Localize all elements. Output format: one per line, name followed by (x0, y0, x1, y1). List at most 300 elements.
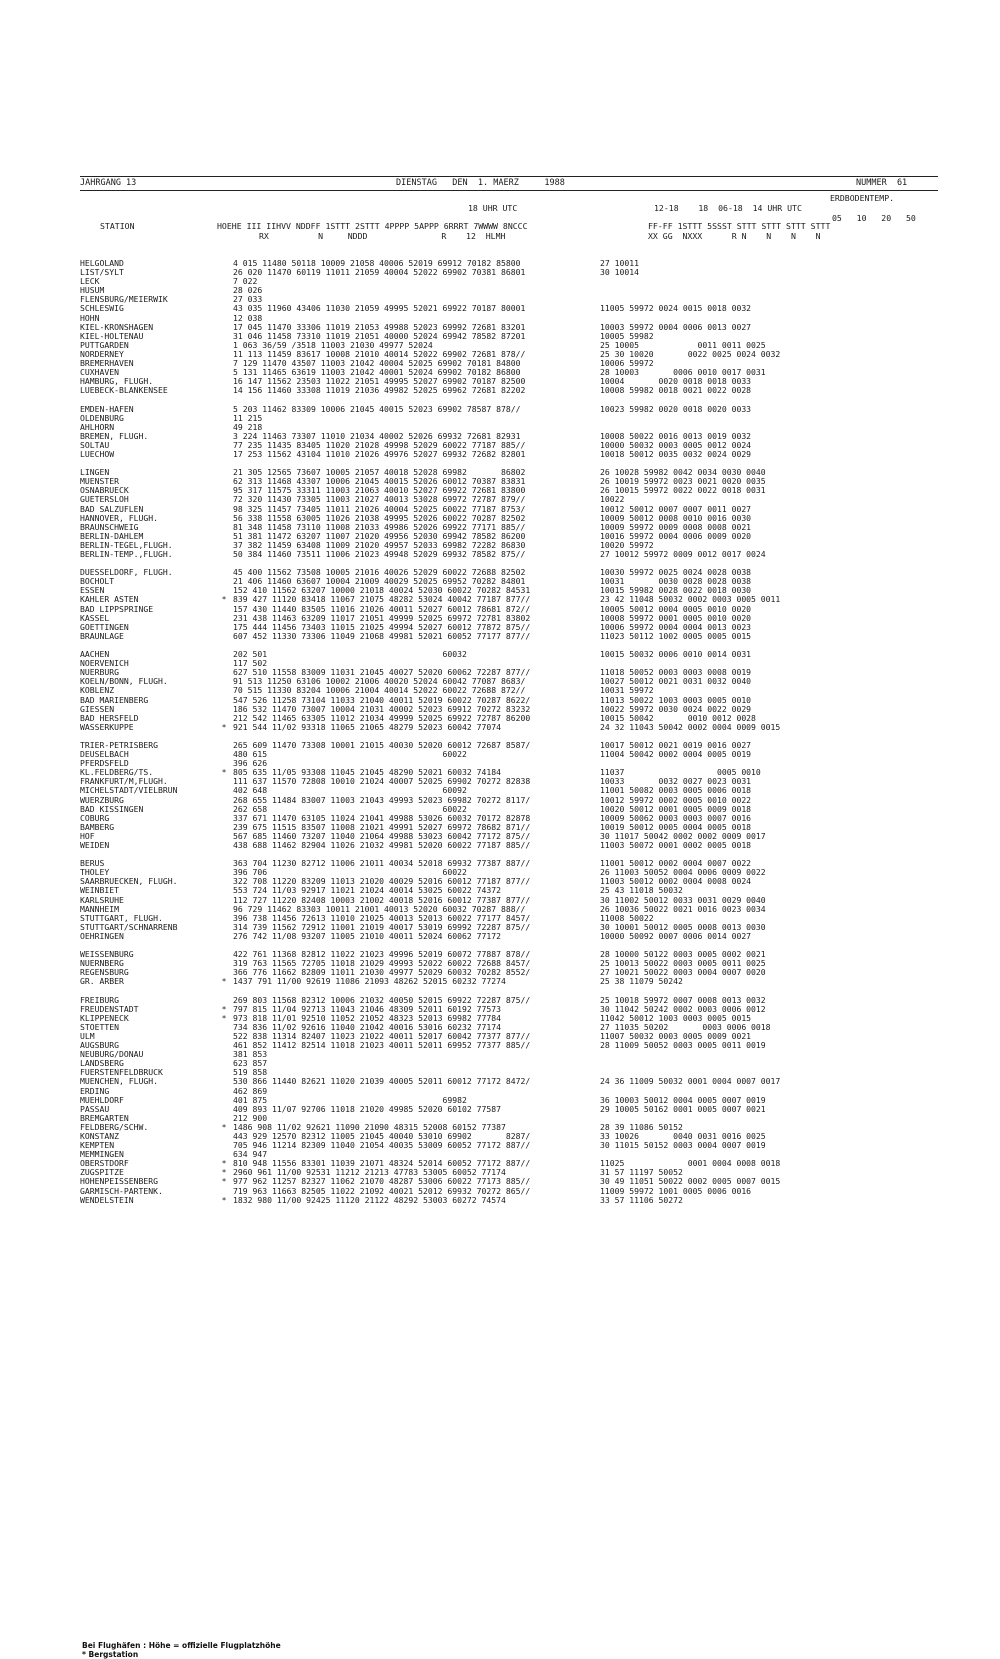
extreme-groups: 26 11003 50052 0004 0006 0009 0022 (588, 868, 860, 877)
station-row (80, 605, 860, 614)
observation-groups: 81 348 11458 73110 11008 21033 49986 52026 69922 77171 885// (233, 523, 588, 532)
mountain-marker (215, 796, 233, 805)
observation-groups: 239 675 11515 83507 11008 21021 49991 52027 69972 78682 871// (233, 823, 588, 832)
issue-number: NUMMER 61 (856, 177, 907, 190)
extreme-groups: 25 43 11018 50032 (588, 886, 860, 895)
station-row (80, 1096, 860, 1105)
extreme-groups: 25 10013 50022 0003 0005 0011 0025 (588, 959, 860, 968)
extreme-groups (588, 277, 860, 286)
observation-groups: 4 015 11480 50118 10009 21058 40006 52019 69912 70182 85800 (233, 259, 588, 268)
station-row (80, 677, 860, 686)
station-row (80, 277, 860, 286)
observation-groups: 186 532 11470 73007 10004 21031 40002 52023 69912 70272 83232 (233, 705, 588, 714)
station-row (80, 968, 860, 977)
observation-groups: 634 947 (233, 1150, 588, 1159)
station-row (80, 714, 860, 723)
mountain-marker: * (215, 723, 233, 732)
mountain-marker (215, 905, 233, 914)
mountain-marker (215, 814, 233, 823)
mountain-marker: * (215, 1159, 233, 1168)
mountain-marker: * (215, 1177, 233, 1186)
station-name: MUENSTER (80, 477, 215, 486)
station-row (80, 577, 860, 586)
station-row (80, 514, 860, 523)
observation-groups: 7 129 11470 43507 11003 21042 40004 52025 69902 70181 84800 (233, 359, 588, 368)
station-row (80, 705, 860, 714)
observation-groups: 5 131 11465 63619 11003 21042 40001 52024 69902 70182 86800 (233, 368, 588, 377)
mountain-marker (215, 268, 233, 277)
report-footnote (82, 1642, 281, 1659)
station-row (80, 977, 860, 986)
extreme-groups: 30 11017 50042 0002 0002 0009 0017 (588, 832, 860, 841)
station-row (80, 414, 860, 423)
station-row (80, 532, 860, 541)
extreme-groups: 26 10019 59972 0023 0021 0020 0035 (588, 477, 860, 486)
mountain-marker (215, 523, 233, 532)
extreme-groups (588, 423, 860, 432)
extreme-groups: 33 57 11106 50272 (588, 1196, 860, 1205)
station-name: DEUSELBACH (80, 750, 215, 759)
station-row (80, 1123, 860, 1132)
station-name: SOLTAU (80, 441, 215, 450)
mountain-marker: * (215, 595, 233, 604)
observation-groups: 422 761 11368 82812 11022 21023 49996 52019 60072 77887 878// (233, 950, 588, 959)
station-row (80, 505, 860, 514)
station-group (80, 468, 860, 559)
station-name: LANDSBERG (80, 1059, 215, 1068)
extreme-groups: 10008 59982 0018 0021 0022 0028 (588, 386, 860, 395)
observation-groups: 1832 980 11/00 92425 11120 21122 48292 53003 60272 74574 (233, 1196, 588, 1205)
extreme-groups: 36 10003 50012 0004 0005 0007 0019 (588, 1096, 860, 1105)
station-group (80, 741, 860, 850)
mountain-marker (215, 650, 233, 659)
station-group (80, 568, 860, 641)
station-name: BERLIN-DAHLEM (80, 532, 215, 541)
station-row (80, 568, 860, 577)
station-name: BREMERHAVEN (80, 359, 215, 368)
station-name: WASSERKUPPE (80, 723, 215, 732)
station-name: AHLHORN (80, 423, 215, 432)
observation-groups: 98 325 11457 73405 11011 21026 40004 52025 60022 77187 8753/ (233, 505, 588, 514)
extreme-groups: 11003 50012 0002 0004 0008 0024 (588, 877, 860, 886)
station-name: NORDERNEY (80, 350, 215, 359)
station-name: KASSEL (80, 614, 215, 623)
observation-groups: 810 948 11556 83301 11039 21071 48324 52014 60052 77172 887// (233, 1159, 588, 1168)
station-row (80, 1132, 860, 1141)
station-name: AUGSBURG (80, 1041, 215, 1050)
station-row (80, 759, 860, 768)
station-row (80, 1068, 860, 1077)
extreme-groups: 10005 50012 0004 0005 0010 0020 (588, 605, 860, 614)
station-row (80, 905, 860, 914)
station-name: MICHELSTADT/VIELBRUN (80, 786, 215, 795)
station-name: BAMBERG (80, 823, 215, 832)
extreme-groups: 10020 59972 (588, 541, 860, 550)
observation-groups: 268 655 11484 83007 11003 21043 49993 52023 69982 70272 8117/ (233, 796, 588, 805)
extreme-groups: 10033 0032 0027 0023 0031 (588, 777, 860, 786)
observation-groups: 157 430 11440 83505 11016 21026 40011 52027 60012 78681 872// (233, 605, 588, 614)
extreme-groups: 10020 50012 0001 0005 0009 0018 (588, 805, 860, 814)
station-name: SCHLESWIG (80, 304, 215, 313)
station-name: KL.FELDBERG/TS. (80, 768, 215, 777)
station-name: BAD KISSINGEN (80, 805, 215, 814)
extreme-groups: 11003 50072 0001 0002 0005 0018 (588, 841, 860, 850)
observation-groups: 37 382 11459 63408 11009 21020 49957 52033 69982 72282 86830 (233, 541, 588, 550)
extreme-groups: 11013 50022 1003 0003 0005 0010 (588, 696, 860, 705)
observation-groups: 607 452 11330 73306 11049 21068 49981 52021 60052 77177 877// (233, 632, 588, 641)
soil-temp-heading: ERDBODENTEMP. (830, 193, 894, 203)
station-name: MUENCHEN, FLUGH. (80, 1077, 215, 1086)
mountain-marker (215, 950, 233, 959)
station-group (80, 859, 860, 941)
observation-groups: 49 218 (233, 423, 588, 432)
observation-groups: 409 893 11/07 92706 11018 21020 49985 52020 60102 77587 (233, 1105, 588, 1114)
station-name: FLENSBURG/MEIERWIK (80, 295, 215, 304)
station-name: OSNABRUECK (80, 486, 215, 495)
station-row (80, 959, 860, 968)
extreme-groups: 10009 59972 0009 0008 0008 0021 (588, 523, 860, 532)
obs-column-heading-1: HOEHE III IIHVV NDDFF 1STTT 2STTT 4PPPP 5APPP 6RRRT 7WWWW 8NCCC (217, 221, 528, 231)
extreme-groups: 30 11015 50152 0003 0004 0007 0019 (588, 1141, 860, 1150)
extreme-groups (588, 295, 860, 304)
station-name: WENDELSTEIN (80, 1196, 215, 1205)
station-name: KOELN/BONN, FLUGH. (80, 677, 215, 686)
mountain-marker (215, 886, 233, 895)
mountain-marker (215, 495, 233, 504)
ext-column-heading-1: FF-FF 1STTT 5SSST STTT STTT STTT STTT (648, 221, 830, 231)
mountain-marker (215, 877, 233, 886)
observation-groups: 212 542 11465 63305 11012 21034 49999 52025 69922 72787 86200 (233, 714, 588, 723)
mountain-marker: * (215, 1168, 233, 1177)
station-row (80, 286, 860, 295)
observation-groups: 1437 791 11/00 92619 11086 21093 48262 52015 60232 77274 (233, 977, 588, 986)
mountain-marker: * (215, 1014, 233, 1023)
extreme-groups: 11023 50112 1002 0005 0005 0015 (588, 632, 860, 641)
observation-groups: 231 438 11463 63209 11017 21051 49999 52025 69972 72781 83802 (233, 614, 588, 623)
mountain-marker (215, 423, 233, 432)
mountain-marker (215, 477, 233, 486)
extreme-groups: 27 10012 59972 0009 0012 0017 0024 (588, 550, 860, 559)
station-row (80, 259, 860, 268)
observation-groups: 623 857 (233, 1059, 588, 1068)
station-row (80, 859, 860, 868)
station-name: KOBLENZ (80, 686, 215, 695)
observation-groups: 522 838 11314 82407 11023 21022 40011 52017 60042 77377 877// (233, 1032, 588, 1041)
mountain-marker (215, 368, 233, 377)
station-name: KONSTANZ (80, 1132, 215, 1141)
station-name: OBERSTDORF (80, 1159, 215, 1168)
mountain-marker: * (215, 1005, 233, 1014)
mountain-marker (215, 914, 233, 923)
observation-groups: 17 253 11562 43104 11010 21026 49976 52027 69932 72682 82801 (233, 450, 588, 459)
mountain-marker (215, 832, 233, 841)
extreme-groups: 30 10001 50012 0005 0008 0013 0030 (588, 923, 860, 932)
station-name: LUECHOW (80, 450, 215, 459)
station-row (80, 405, 860, 414)
station-row (80, 1077, 860, 1086)
station-name: ZUGSPITZE (80, 1168, 215, 1177)
mountain-marker (215, 868, 233, 877)
station-name: TRIER-PETRISBERG (80, 741, 215, 750)
station-name: FRANKFURT/M,FLUGH. (80, 777, 215, 786)
station-name: NUERNBERG (80, 959, 215, 968)
extreme-groups: 11001 50082 0003 0005 0006 0018 (588, 786, 860, 795)
station-row (80, 1105, 860, 1114)
station-name: ULM (80, 1032, 215, 1041)
station-row (80, 796, 860, 805)
extreme-groups: 10012 59972 0002 0005 0010 0022 (588, 796, 860, 805)
observation-groups: 797 815 11/04 92713 11043 21046 48309 52011 60192 77573 (233, 1005, 588, 1014)
mountain-marker (215, 377, 233, 386)
station-group (80, 996, 860, 1205)
station-row (80, 332, 860, 341)
extreme-groups: 10018 50012 0035 0032 0024 0029 (588, 450, 860, 459)
station-name: GARMISCH-PARTENK. (80, 1187, 215, 1196)
extreme-groups: 11009 59972 1001 0005 0006 0016 (588, 1187, 860, 1196)
station-name: ESSEN (80, 586, 215, 595)
observation-groups: 91 513 11250 63106 10002 21006 40020 52024 60042 77087 8683/ (233, 677, 588, 686)
station-row (80, 1141, 860, 1150)
observation-groups: 401 875 69982 (233, 1096, 588, 1105)
jahrgang-label: JAHRGANG 13 (80, 177, 136, 190)
station-row (80, 441, 860, 450)
extreme-groups: 28 10000 50122 0003 0005 0002 0021 (588, 950, 860, 959)
mountain-marker (215, 896, 233, 905)
obs-column-heading-2: RX N NDDD R 12 HLMH (259, 231, 505, 241)
station-name: HOHN (80, 314, 215, 323)
station-row (80, 632, 860, 641)
mountain-marker (215, 1077, 233, 1086)
observation-groups: 805 635 11/05 93308 11045 21045 48290 52021 60032 74184 (233, 768, 588, 777)
report-date: DIENSTAG DEN 1. MAERZ 1988 (396, 177, 565, 190)
soil-depth-heading: 05 10 20 50 (832, 213, 916, 223)
extreme-groups: 10017 50012 0021 0019 0016 0027 (588, 741, 860, 750)
mountain-marker (215, 1050, 233, 1059)
station-row (80, 950, 860, 959)
mountain-marker (215, 386, 233, 395)
station-name: EMDEN-HAFEN (80, 405, 215, 414)
ext-time-heading: 12-18 18 06-18 14 UHR UTC (654, 203, 802, 213)
extreme-groups (588, 1087, 860, 1096)
observation-groups: 553 724 11/03 92917 11021 21024 40014 53025 60022 74372 (233, 886, 588, 895)
station-name: MEMMINGEN (80, 1150, 215, 1159)
extreme-groups: 10019 50012 0005 0004 0005 0018 (588, 823, 860, 832)
station-name: GOETTINGEN (80, 623, 215, 632)
station-name: FUERSTENFELDBRUCK (80, 1068, 215, 1077)
station-name: HOHENPEISSENBERG (80, 1177, 215, 1186)
station-row (80, 923, 860, 932)
extreme-groups: 11018 50052 0003 0003 0008 0019 (588, 668, 860, 677)
station-row (80, 1014, 860, 1023)
mountain-marker (215, 286, 233, 295)
station-row (80, 1196, 860, 1205)
station-row (80, 486, 860, 495)
station-row (80, 450, 860, 459)
mountain-marker (215, 541, 233, 550)
mountain-marker (215, 614, 233, 623)
observation-groups: 12 038 (233, 314, 588, 323)
observation-groups: 50 384 11460 73511 11006 21023 49948 52029 69932 78582 875// (233, 550, 588, 559)
station-row (80, 741, 860, 750)
mountain-marker (215, 932, 233, 941)
extreme-groups: 10009 50012 0008 0010 0016 0030 (588, 514, 860, 523)
station-name: KARLSRUHE (80, 896, 215, 905)
mountain-marker (215, 295, 233, 304)
station-name: KIEL-HOLTENAU (80, 332, 215, 341)
observation-groups: 530 866 11440 82621 11020 21039 40005 52011 60012 77172 8472/ (233, 1077, 588, 1086)
observation-groups: 2960 961 11/00 92531 11212 21213 47783 53005 60052 77174 (233, 1168, 588, 1177)
observation-groups: 396 706 60022 (233, 868, 588, 877)
observation-groups: 314 739 11562 72912 11001 21019 40017 53019 69992 72287 875// (233, 923, 588, 932)
station-group (80, 259, 860, 395)
mountain-marker (215, 750, 233, 759)
observation-groups: 547 526 11258 73104 11033 21040 40011 52019 60022 70287 8622/ (233, 696, 588, 705)
mountain-marker (215, 577, 233, 586)
station-row (80, 1005, 860, 1014)
extreme-groups: 27 10021 50022 0003 0004 0007 0020 (588, 968, 860, 977)
station-name: BRAUNSCHWEIG (80, 523, 215, 532)
observation-groups: 152 410 11562 63207 10000 21018 40024 52030 60022 70282 84531 (233, 586, 588, 595)
observation-groups: 276 742 11/08 93207 11005 21010 40011 52024 60062 77172 (233, 932, 588, 941)
observation-groups: 175 444 11456 73403 11015 21025 49994 52027 60012 77872 875// (233, 623, 588, 632)
station-name: NOERVENICH (80, 659, 215, 668)
station-row (80, 768, 860, 777)
extreme-groups: 10006 59972 0004 0004 0013 0023 (588, 623, 860, 632)
station-name: COBURG (80, 814, 215, 823)
mountain-marker (215, 1059, 233, 1068)
observation-groups: 977 962 11257 82327 11062 21070 48287 53006 60022 77173 885// (233, 1177, 588, 1186)
observation-groups: 77 235 11435 83405 11020 21028 49998 52029 60022 77187 885// (233, 441, 588, 450)
mountain-marker (215, 505, 233, 514)
observation-groups: 62 313 11468 43307 10006 21045 40015 52026 60012 70387 83831 (233, 477, 588, 486)
mountain-marker (215, 1105, 233, 1114)
observation-groups: 43 035 11960 43406 11030 21059 49995 52021 69922 70187 80001 (233, 304, 588, 313)
observation-groups: 265 609 11470 73308 10001 21015 40030 52020 60012 72687 8587/ (233, 741, 588, 750)
extreme-groups: 10005 59982 (588, 332, 860, 341)
station-row (80, 886, 860, 895)
observation-groups: 202 501 60032 (233, 650, 588, 659)
observation-groups: 462 869 (233, 1087, 588, 1096)
mountain-marker (215, 1068, 233, 1077)
mountain-marker (215, 1087, 233, 1096)
observation-groups: 438 688 11462 82904 11026 21032 49981 52020 60022 77187 885// (233, 841, 588, 850)
extreme-groups: 11025 0001 0004 0008 0018 (588, 1159, 860, 1168)
observation-groups: 269 803 11568 82312 10006 21032 40050 52015 69922 72287 875// (233, 996, 588, 1005)
observation-groups: 363 704 11230 82712 11006 21011 40034 52018 69932 77387 887// (233, 859, 588, 868)
station-row (80, 523, 860, 532)
extreme-groups: 11042 50012 1003 0003 0005 0015 (588, 1014, 860, 1023)
observation-groups: 719 963 11663 82505 11022 21092 40021 52012 69932 70272 865// (233, 1187, 588, 1196)
mountain-marker (215, 659, 233, 668)
extreme-groups: 25 10018 59972 0007 0008 0013 0032 (588, 996, 860, 1005)
observation-groups: 17 045 11470 33306 11019 21053 49988 52023 69992 72681 83201 (233, 323, 588, 332)
station-row (80, 1023, 860, 1032)
observation-groups: 21 305 12565 73607 10005 21057 40018 52028 69982 86802 (233, 468, 588, 477)
station-row (80, 314, 860, 323)
station-name: BERLIN-TEGEL,FLUGH. (80, 541, 215, 550)
extreme-groups: 30 10014 (588, 268, 860, 277)
observation-groups: 973 818 11/01 92510 11052 21052 48323 52013 69982 77784 (233, 1014, 588, 1023)
station-name: KAHLER ASTEN (80, 595, 215, 604)
station-row (80, 323, 860, 332)
station-name: NUERBURG (80, 668, 215, 677)
mountain-marker: * (215, 1196, 233, 1205)
extreme-groups (588, 1114, 860, 1123)
station-name: HANNOVER, FLUGH. (80, 514, 215, 523)
mountain-marker (215, 696, 233, 705)
station-name: LINGEN (80, 468, 215, 477)
station-name: STUTTGART, FLUGH. (80, 914, 215, 923)
extreme-groups: 27 10011 (588, 259, 860, 268)
mountain-marker (215, 841, 233, 850)
mountain-marker (215, 786, 233, 795)
mountain-marker (215, 777, 233, 786)
station-row (80, 805, 860, 814)
station-table (80, 259, 860, 1214)
observation-groups: 14 156 11460 33308 11019 21036 49982 52025 69962 72681 82202 (233, 386, 588, 395)
extreme-groups (588, 1050, 860, 1059)
mountain-marker (215, 923, 233, 932)
mountain-marker (215, 314, 233, 323)
station-row (80, 304, 860, 313)
station-row (80, 595, 860, 604)
extreme-groups: 10030 59972 0025 0024 0028 0038 (588, 568, 860, 577)
observation-groups: 705 946 11214 82309 11040 21054 40035 53009 60052 77172 887// (233, 1141, 588, 1150)
ext-column-heading-2: XX GG NXXX R N N N N (648, 231, 821, 241)
station-name: NEUBURG/DONAU (80, 1050, 215, 1059)
extreme-groups: 10006 59972 (588, 359, 860, 368)
station-row (80, 295, 860, 304)
observation-groups: 461 852 11412 82514 11018 21023 40011 52011 69952 77377 885// (233, 1041, 588, 1050)
mountain-marker (215, 1132, 233, 1141)
mountain-marker: * (215, 768, 233, 777)
station-row (80, 550, 860, 559)
station-name: GR. ARBER (80, 977, 215, 986)
observation-groups: 396 626 (233, 759, 588, 768)
observation-groups: 51 381 11472 63207 11007 21020 49956 52030 69942 78582 86200 (233, 532, 588, 541)
extreme-groups: 31 57 11197 50052 (588, 1168, 860, 1177)
mountain-marker (215, 359, 233, 368)
observation-groups: 402 648 60092 (233, 786, 588, 795)
station-row (80, 877, 860, 886)
mountain-marker (215, 859, 233, 868)
station-row (80, 1041, 860, 1050)
station-row (80, 477, 860, 486)
observation-groups: 519 858 (233, 1068, 588, 1077)
extreme-groups: 10022 59972 0030 0024 0022 0029 (588, 705, 860, 714)
mountain-marker (215, 259, 233, 268)
observation-groups: 921 544 11/02 93318 11065 21065 48279 52023 60042 77074 (233, 723, 588, 732)
extreme-groups: 10008 59972 0001 0005 0010 0020 (588, 614, 860, 623)
mountain-marker (215, 432, 233, 441)
mountain-marker (215, 304, 233, 313)
station-name: BAD SALZUFLEN (80, 505, 215, 514)
mountain-marker (215, 468, 233, 477)
mountain-marker (215, 332, 233, 341)
extreme-groups: 24 32 11043 50042 0002 0004 0009 0015 (588, 723, 860, 732)
station-name: KLIPPENECK (80, 1014, 215, 1023)
mountain-marker (215, 405, 233, 414)
station-name: THOLEY (80, 868, 215, 877)
observation-groups: 337 671 11470 63105 11024 21041 49988 53026 60032 70172 82878 (233, 814, 588, 823)
extreme-groups: 28 39 11086 50152 (588, 1123, 860, 1132)
observation-groups: 212 900 (233, 1114, 588, 1123)
mountain-marker (215, 514, 233, 523)
station-row (80, 495, 860, 504)
mountain-marker (215, 1023, 233, 1032)
observation-groups: 443 929 12570 82312 11005 21045 40040 53010 69902 8287/ (233, 1132, 588, 1141)
extreme-groups: 11037 0005 0010 (588, 768, 860, 777)
